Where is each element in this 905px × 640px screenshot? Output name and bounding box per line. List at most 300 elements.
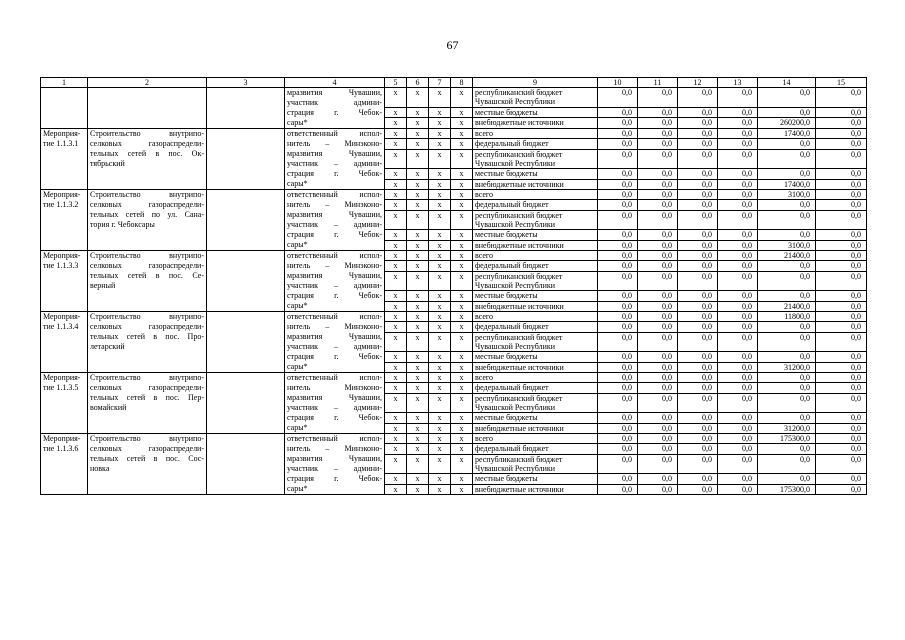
funding-source: федеральный бюджет [473,200,598,210]
x-mark: x [451,352,473,362]
amount: 0,0 [816,190,867,200]
amount: 0,0 [598,312,638,322]
amount: 0,0 [638,454,678,474]
amount: 0,0 [598,179,638,189]
executor-line: сары* [287,118,308,127]
funding-source: внебюджетные источники [473,362,598,372]
executor-line: нитель – Минэконо- [287,139,382,148]
amount: 0,0 [816,474,867,484]
executor-line: мразвития Чувашии, [287,393,382,402]
column-header: 13 [718,78,758,88]
amount: 0,0 [816,484,867,494]
amount: 0,0 [598,454,638,474]
x-mark: x [451,383,473,393]
x-mark: x [451,210,473,230]
amount: 0,0 [638,169,678,179]
amount: 0,0 [718,251,758,261]
funding-source: внебюджетные источники [473,484,598,494]
amount: 260200,0 [758,118,816,129]
x-mark: x [385,301,407,311]
x-mark: x [385,88,407,108]
amount: 21400,0 [758,301,816,311]
amount: 0,0 [816,261,867,271]
amount: 0,0 [718,149,758,169]
empty-cell [207,88,285,129]
x-mark: x [407,190,429,200]
amount: 0,0 [678,373,718,383]
event-number-line: тие 1.1.3.3 [43,261,79,270]
amount: 0,0 [678,149,718,169]
amount: 0,0 [816,240,867,250]
x-mark: x [385,434,407,444]
x-mark: x [429,261,451,271]
amount: 0,0 [758,383,816,393]
event-name-line: тельных сетей в пос. Про- [90,332,204,341]
x-mark: x [385,312,407,322]
amount: 0,0 [598,444,638,454]
amount: 0,0 [678,301,718,311]
amount: 0,0 [816,149,867,169]
amount: 0,0 [598,190,638,200]
amount: 0,0 [816,179,867,189]
amount: 0,0 [678,169,718,179]
executor-line: сары* [287,484,308,493]
funding-source: республиканский бюджет Чувашской Республики [473,88,598,108]
amount: 3100,0 [758,240,816,250]
x-mark: x [407,149,429,169]
x-mark: x [429,118,451,129]
x-mark: x [385,230,407,240]
x-mark: x [429,230,451,240]
table-row [41,434,867,444]
event-name-line: тельных сетей в пос. Ок- [90,149,204,158]
x-mark: x [429,352,451,362]
x-mark: x [451,373,473,383]
amount: 0,0 [678,291,718,301]
event-name-line: вомайский [90,403,127,412]
amount: 0,0 [678,322,718,332]
x-mark: x [429,107,451,118]
x-mark: x [385,474,407,484]
amount: 0,0 [638,423,678,433]
amount: 0,0 [638,484,678,494]
amount: 0,0 [718,210,758,230]
amount: 0,0 [598,322,638,332]
table-row [41,88,867,108]
funding-source: республиканский бюджет Чувашской Республики [473,149,598,169]
event-name-line: Строительство внутрипо- [90,251,204,260]
x-mark: x [407,129,429,139]
amount: 0,0 [598,169,638,179]
amount: 0,0 [678,261,718,271]
amount: 0,0 [598,423,638,433]
executor-line: страция г. Чебок- [287,291,382,300]
amount: 0,0 [598,107,638,118]
x-mark: x [407,88,429,108]
amount: 0,0 [718,373,758,383]
funding-source: местные бюджеты [473,230,598,240]
empty-cell [207,312,285,373]
x-mark: x [407,240,429,250]
funding-source: федеральный бюджет [473,261,598,271]
amount: 0,0 [758,474,816,484]
x-mark: x [385,291,407,301]
x-mark: x [385,383,407,393]
x-mark: x [407,312,429,322]
event-name [88,129,207,190]
amount: 0,0 [816,291,867,301]
x-mark: x [429,312,451,322]
amount: 0,0 [598,383,638,393]
amount: 0,0 [598,200,638,210]
x-mark: x [451,312,473,322]
x-mark: x [451,139,473,149]
amount: 0,0 [598,362,638,372]
executor-line: страция г. Чебок- [287,230,382,239]
amount: 0,0 [598,301,638,311]
amount: 0,0 [816,200,867,210]
amount: 0,0 [816,373,867,383]
amount: 0,0 [718,362,758,372]
x-mark: x [451,444,473,454]
x-mark: x [451,179,473,189]
table-row [41,373,867,383]
x-mark: x [407,362,429,372]
x-mark: x [429,271,451,291]
x-mark: x [407,393,429,413]
amount: 0,0 [758,332,816,352]
funding-source: внебюджетные источники [473,301,598,311]
event-name-line: тельных сетей в пос. Пер- [90,393,204,402]
amount: 0,0 [816,383,867,393]
amount: 0,0 [816,312,867,322]
event-name-line: тория г. Чебоксары [90,220,155,229]
executor-line: нитель – Минэконо- [287,261,382,270]
x-mark: x [429,139,451,149]
amount: 0,0 [758,107,816,118]
event-name-line: Строительство внутрипо- [90,373,204,382]
x-mark: x [451,251,473,261]
amount: 0,0 [678,107,718,118]
amount: 0,0 [718,139,758,149]
x-mark: x [451,129,473,139]
event-number [41,129,88,190]
x-mark: x [451,88,473,108]
executor-line: участник – админи- [287,403,382,412]
amount: 0,0 [758,261,816,271]
executor-line: сары* [287,179,308,188]
column-header: 2 [88,78,207,88]
funding-source: республиканский бюджет Чувашской Республики [473,332,598,352]
x-mark: x [407,413,429,423]
x-mark: x [407,271,429,291]
amount: 0,0 [718,230,758,240]
x-mark: x [407,230,429,240]
amount: 0,0 [598,149,638,169]
amount: 0,0 [816,423,867,433]
event-number [41,373,88,434]
executor-line: нитель – Минэконо- [287,444,382,453]
amount: 0,0 [638,271,678,291]
event-number-line: Мероприя- [43,251,81,260]
x-mark: x [429,423,451,433]
amount: 0,0 [638,230,678,240]
x-mark: x [451,484,473,494]
executor [285,434,385,495]
event-name-line: тябрьский [90,159,125,168]
executor-line: страция г. Чебок- [287,474,382,483]
amount: 0,0 [816,434,867,444]
amount: 0,0 [638,107,678,118]
executor-line: сары* [287,362,308,371]
amount: 0,0 [678,210,718,230]
amount: 31200,0 [758,423,816,433]
x-mark: x [385,200,407,210]
x-mark: x [385,423,407,433]
funding-source: местные бюджеты [473,352,598,362]
event-name-line: Строительство внутрипо- [90,312,204,321]
x-mark: x [451,474,473,484]
x-mark: x [451,190,473,200]
amount: 0,0 [816,107,867,118]
amount: 0,0 [638,291,678,301]
amount: 0,0 [638,362,678,372]
amount: 0,0 [678,179,718,189]
amount: 0,0 [718,474,758,484]
column-header: 5 [385,78,407,88]
executor-line: ответственный испол- [287,312,382,321]
amount: 0,0 [718,240,758,250]
x-mark: x [407,434,429,444]
event-number-line: тие 1.1.3.2 [43,200,79,209]
funding-source: всего [473,434,598,444]
event-name-line: селковых газораспредели- [90,322,204,331]
x-mark: x [407,332,429,352]
amount: 0,0 [678,454,718,474]
executor [285,129,385,190]
executor-line: нитель Минэконо- [287,383,382,392]
amount: 0,0 [816,118,867,129]
amount: 0,0 [598,352,638,362]
event-number [41,190,88,251]
event-number-line: тие 1.1.3.5 [43,383,79,392]
amount: 0,0 [718,444,758,454]
amount: 0,0 [816,332,867,352]
amount: 0,0 [718,107,758,118]
amount: 0,0 [816,251,867,261]
x-mark: x [451,291,473,301]
executor [285,373,385,434]
amount: 0,0 [598,261,638,271]
amount: 0,0 [758,200,816,210]
funding-source: местные бюджеты [473,107,598,118]
amount: 0,0 [816,301,867,311]
amount: 0,0 [638,312,678,322]
x-mark: x [407,169,429,179]
amount: 0,0 [598,474,638,484]
funding-source: всего [473,251,598,261]
amount: 0,0 [638,301,678,311]
amount: 0,0 [638,373,678,383]
column-header: 12 [678,78,718,88]
x-mark: x [385,352,407,362]
event-name [88,434,207,495]
amount: 0,0 [816,413,867,423]
x-mark: x [385,362,407,372]
x-mark: x [385,139,407,149]
executor-line: участник – админи- [287,281,382,290]
executor-line: мразвития Чувашии, [287,271,382,280]
amount: 0,0 [718,271,758,291]
amount: 0,0 [678,240,718,250]
amount: 175300,0 [758,434,816,444]
empty-cell [207,190,285,251]
x-mark: x [385,271,407,291]
event-number [41,434,88,495]
x-mark: x [429,88,451,108]
amount: 0,0 [598,393,638,413]
amount: 0,0 [638,251,678,261]
x-mark: x [385,261,407,271]
x-mark: x [451,240,473,250]
funding-source: федеральный бюджет [473,444,598,454]
amount: 0,0 [638,200,678,210]
amount: 0,0 [638,352,678,362]
x-mark: x [385,444,407,454]
amount: 0,0 [678,251,718,261]
amount: 0,0 [638,261,678,271]
x-mark: x [407,179,429,189]
amount: 0,0 [598,271,638,291]
column-header: 10 [598,78,638,88]
amount: 0,0 [638,474,678,484]
amount: 0,0 [598,139,638,149]
amount: 31200,0 [758,362,816,372]
amount: 0,0 [718,88,758,108]
amount: 0,0 [598,484,638,494]
funding-source: внебюджетные источники [473,118,598,129]
x-mark: x [429,332,451,352]
x-mark: x [385,118,407,129]
amount: 0,0 [638,322,678,332]
event-name-line: тельных сетей в пос. Се- [90,271,204,280]
amount: 0,0 [598,240,638,250]
column-header: 9 [473,78,598,88]
amount: 0,0 [638,332,678,352]
amount: 0,0 [678,271,718,291]
amount: 0,0 [718,454,758,474]
x-mark: x [451,454,473,474]
amount: 0,0 [678,484,718,494]
column-header: 8 [451,78,473,88]
x-mark: x [451,149,473,169]
event-number-line: Мероприя- [43,434,81,443]
amount: 0,0 [678,129,718,139]
amount: 0,0 [718,413,758,423]
column-header: 1 [41,78,88,88]
amount: 0,0 [758,413,816,423]
x-mark: x [407,474,429,484]
x-mark: x [385,149,407,169]
amount: 0,0 [758,169,816,179]
funding-source: республиканский бюджет Чувашской Республики [473,393,598,413]
amount: 0,0 [678,413,718,423]
column-header: 14 [758,78,816,88]
x-mark: x [407,373,429,383]
x-mark: x [451,423,473,433]
amount: 0,0 [638,210,678,230]
program-table [40,77,867,495]
amount: 0,0 [758,230,816,240]
x-mark: x [429,149,451,169]
event-name-line: летарский [90,342,125,351]
executor-line: ответственный испол- [287,190,382,199]
x-mark: x [429,322,451,332]
amount: 0,0 [758,271,816,291]
amount: 0,0 [718,393,758,413]
amount: 0,0 [598,118,638,129]
amount: 0,0 [678,393,718,413]
funding-source: местные бюджеты [473,474,598,484]
executor-line: мразвития Чувашии, [287,210,382,219]
amount: 175300,0 [758,484,816,494]
empty-cell [207,373,285,434]
empty-cell [207,434,285,495]
event-name [88,312,207,373]
amount: 0,0 [758,454,816,474]
amount: 0,0 [638,444,678,454]
x-mark: x [407,301,429,311]
x-mark: x [407,139,429,149]
amount: 0,0 [678,312,718,322]
event-name-line: селковых газораспредели- [90,200,204,209]
executor-line: ответственный испол- [287,251,382,260]
executor-line: участник – админи- [287,220,382,229]
x-mark: x [451,393,473,413]
amount: 0,0 [718,434,758,444]
executor-line: сары* [287,301,308,310]
x-mark: x [407,118,429,129]
x-mark: x [385,179,407,189]
amount: 0,0 [598,373,638,383]
event-name [88,373,207,434]
amount: 0,0 [678,200,718,210]
x-mark: x [407,261,429,271]
funding-source: федеральный бюджет [473,322,598,332]
x-mark: x [407,251,429,261]
executor-line: ответственный испол- [287,129,382,138]
funding-source: республиканский бюджет Чувашской Республики [473,454,598,474]
funding-source: внебюджетные источники [473,423,598,433]
x-mark: x [407,484,429,494]
amount: 0,0 [718,423,758,433]
amount: 0,0 [598,434,638,444]
amount: 0,0 [758,149,816,169]
funding-source: внебюджетные источники [473,179,598,189]
executor-line: мразвития Чувашии, [287,454,382,463]
amount: 0,0 [816,393,867,413]
amount: 0,0 [678,423,718,433]
event-number-line: Мероприя- [43,129,81,138]
amount: 0,0 [718,200,758,210]
x-mark: x [429,444,451,454]
x-mark: x [385,190,407,200]
event-name-line: селковых газораспредели- [90,383,204,392]
amount: 0,0 [678,352,718,362]
x-mark: x [429,190,451,200]
x-mark: x [385,373,407,383]
amount: 0,0 [638,413,678,423]
